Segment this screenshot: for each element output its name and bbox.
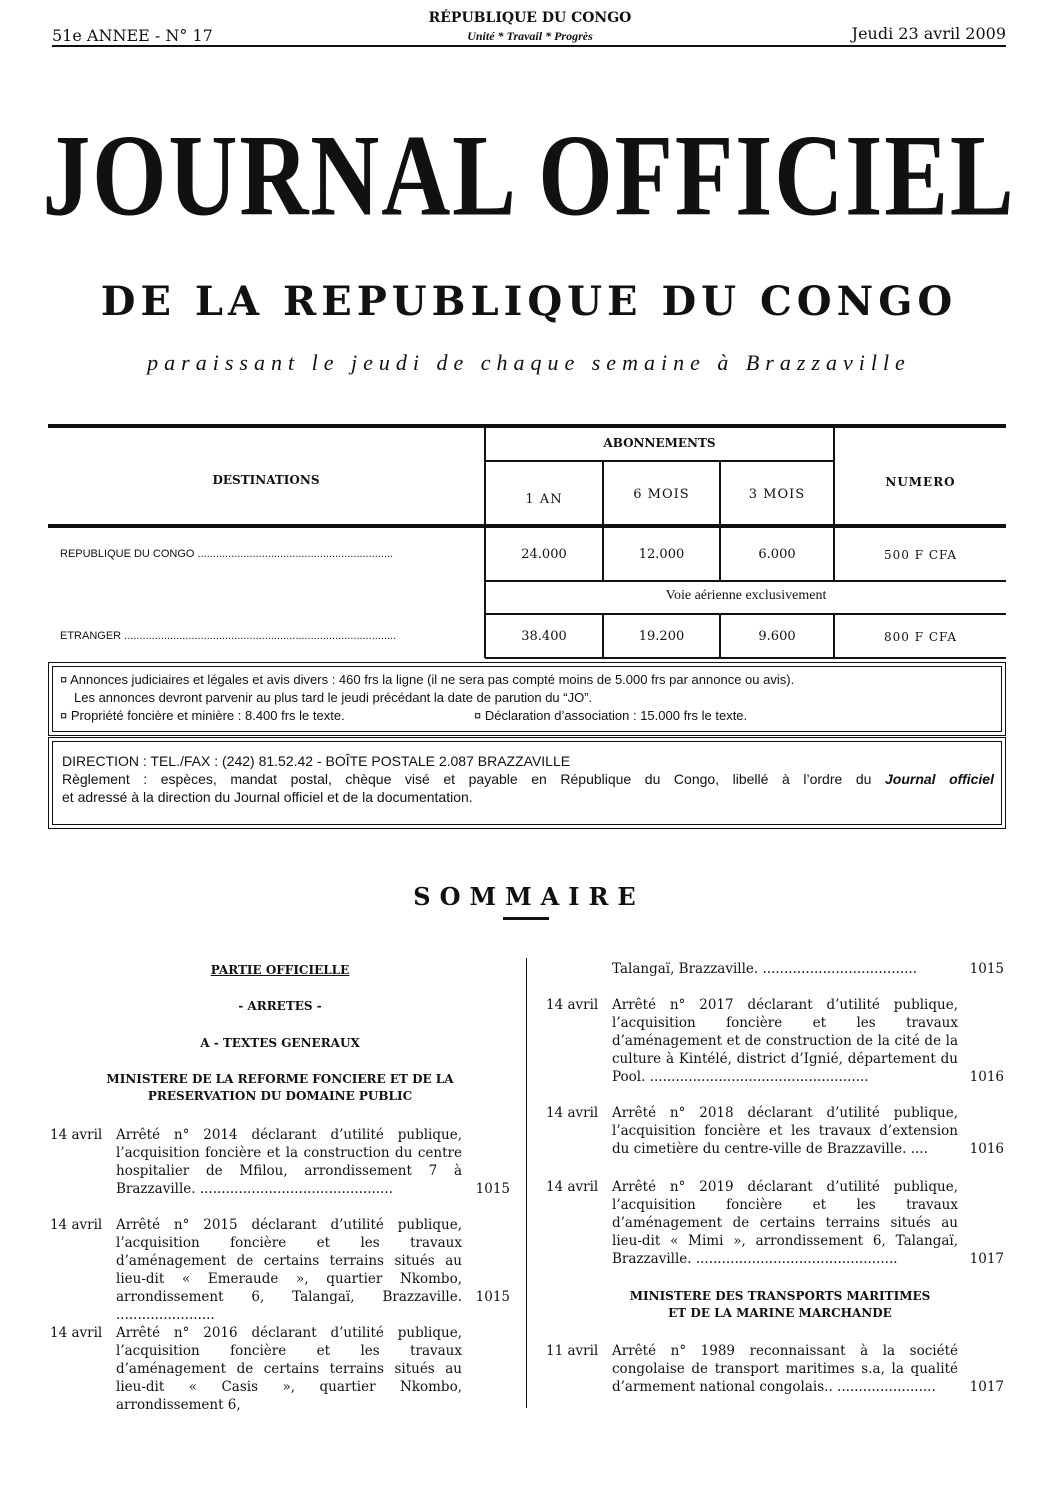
sommaire-entry-continued: [546, 960, 1004, 978]
journal-tagline: paraissant le jeudi de chaque semaine à Brazzaville: [147, 350, 911, 375]
annonces-text: [60, 671, 1000, 725]
entry-date: 14 avril: [546, 997, 599, 1013]
col-1an: 1 AN: [525, 492, 563, 507]
journal-title: JOURNAL OFFICIEL: [42, 111, 1016, 241]
table-top-rule: [48, 424, 1006, 428]
column-separator: [526, 958, 527, 1408]
entry-date: 11 avril: [546, 1343, 599, 1359]
price-congo-3mois: 6.000: [758, 547, 796, 562]
annonces-line2: Les annonces devront parvenir au plus tard le jeudi précédant la date de parution du “JO”.: [74, 690, 593, 705]
ministere-reforme-fonciere: MINISTERE DE LA REFORME FONCIERE ET DE LA PRESERVATION DU DOMAINE PUBLIC: [106, 1072, 454, 1103]
journal-officiel-ref: Journal officiel: [884, 771, 994, 787]
entry-text: Arrêté n° 1989 reconnaissant à la société congolaise de transport maritimes s.a, la qualité d’armement national congolais.. .......................: [612, 1343, 958, 1395]
price-congo-1an: 24.000: [521, 547, 567, 562]
entry-date: 14 avril: [50, 1217, 103, 1233]
direction-reglement: [62, 770, 994, 788]
sommaire-entry: [50, 1126, 510, 1198]
entry-page: 1016: [969, 1069, 1004, 1085]
entry-date: 14 avril: [546, 1179, 599, 1195]
voie-aerienne: Voie aérienne exclusivement: [665, 588, 827, 603]
col-destinations: DESTINATIONS: [212, 473, 320, 487]
entry-page: 1015: [969, 961, 1004, 977]
partie-officielle-label: PARTIE OFFICIELLE: [210, 963, 350, 977]
direction-adresse: et adressé à la direction du Journal officiel et de la documentation.: [62, 789, 473, 805]
row-congo-label: REPUBLIQUE DU CONGO ................................................................: [60, 548, 394, 560]
entry-text: Arrêté n° 2016 déclarant d’utilité publique, l’acquisition foncière et les travaux d’aménagement de certains terrains situés au lieu-dit « Casis », quartier Nkombo, arrondissement 6,: [116, 1325, 462, 1413]
declaration-association: ¤ Déclaration d’association : 15.000 frs le texte.: [474, 708, 748, 723]
reglement-text: Règlement : espèces, mandat postal, chèque visé et payable en République du Congo, libellé à l’ordre du: [62, 771, 885, 787]
entry-text: Arrêté n° 2017 déclarant d’utilité publique, l’acquisition foncière et les travaux d’aménagement et de construction de la cité de la culture à Kintélé, district d’Ignié, département du Pool. ...................................................: [612, 997, 958, 1085]
abonnements-rule: [485, 460, 834, 462]
sommaire-title: SOMMAIRE: [413, 882, 645, 911]
ministere-transports: [560, 1288, 1000, 1322]
col-abonnements: ABONNEMENTS: [603, 436, 716, 450]
arretes-heading: - ARRETES -: [238, 999, 322, 1013]
sommaire-entry: [50, 1324, 510, 1413]
entry-date: 14 avril: [50, 1325, 103, 1341]
partie-officielle: [50, 962, 510, 979]
entry-text: Arrêté n° 2019 déclarant d’utilité publique, l’acquisition foncière et les travaux d’aménagement de certains terrains situés au lieu-dit « Mimi », arrondissement 6, Talangaï, Brazzaville. ...............................................: [612, 1179, 958, 1267]
entry-date: 14 avril: [50, 1127, 103, 1143]
direction-contact: DIRECTION : TEL./FAX : (242) 81.52.42 - BOÎTE POSTALE 2.087 BRAZZAVILLE: [62, 753, 571, 769]
issue-number: 51e ANNEE - N° 17: [52, 26, 213, 45]
entry-page: 1016: [969, 1141, 1004, 1157]
entry-page: 1017: [969, 1251, 1004, 1267]
sommaire-entry: [546, 1104, 1004, 1158]
price-etranger-1an: 38.400: [521, 629, 567, 644]
journal-subtitle: DE LA REPUBLIQUE DU CONGO: [100, 278, 958, 325]
price-congo-numero: 500 F CFA: [884, 548, 957, 562]
sommaire-entry: [546, 1178, 1004, 1268]
ministere-transports-line2: ET DE LA MARINE MARCHANDE: [668, 1306, 892, 1320]
propriete-fonciere: ¤ Propriété foncière et minière : 8.400 frs le texte.: [60, 708, 345, 723]
sommaire-entry: [546, 1342, 1004, 1396]
header-center: [380, 10, 680, 44]
entry-text: Arrêté n° 2014 déclarant d’utilité publique, l’acquisition foncière et la construction du centre hospitalier de Mfilou, arrondissement 7 à Brazzaville. .............................................: [116, 1127, 462, 1197]
price-etranger-numero: 800 F CFA: [884, 630, 957, 644]
entry-page: 1017: [969, 1379, 1004, 1395]
col-numero: NUMERO: [885, 475, 956, 489]
table-vline: [484, 426, 486, 658]
textes-generaux: A - TEXTES GENERAUX: [200, 1036, 360, 1050]
header-rule: [52, 45, 1006, 47]
table-header-rule: [48, 524, 1006, 528]
motto: Unité * Travail * Progrès: [467, 29, 593, 43]
sommaire-underline: [503, 917, 549, 920]
entry-page: 1015: [475, 1181, 510, 1197]
issue-date: Jeudi 23 avril 2009: [851, 24, 1006, 43]
annonces-line3: [60, 707, 1000, 725]
sommaire-entry: [50, 1216, 510, 1323]
entry-text: Arrêté n° 2015 déclarant d’utilité publique, l’acquisition foncière et les travaux d’aménagement de certains terrains situés au lieu-dit « Emeraude », quartier Nkombo, arrondissement 6, Talangaï, Brazzaville. .......................: [116, 1217, 462, 1323]
republic-label: RÉPUBLIQUE DU CONGO: [428, 10, 632, 26]
direction-text: [62, 752, 994, 806]
table-bottom-rule: [485, 657, 1006, 659]
price-etranger-3mois: 9.600: [758, 629, 796, 644]
entry-page: 1015: [475, 1289, 510, 1305]
entry-text: Arrêté n° 2018 déclarant d’utilité publique, l’acquisition foncière et les travaux d’extension du cimetière du centre-ville de Brazzaville. ....: [612, 1105, 958, 1157]
price-etranger-6mois: 19.200: [638, 629, 685, 644]
ministere-transports-line1: MINISTERE DES TRANSPORTS MARITIMES: [629, 1289, 931, 1303]
row-etranger-label: ETRANGER .........................................................................................: [60, 630, 397, 642]
sommaire-entry: [546, 996, 1004, 1086]
entry-date: 14 avril: [546, 1105, 599, 1121]
col-3mois: 3 MOIS: [748, 487, 806, 502]
entry-text: Talangaï, Brazzaville. ....................................: [612, 961, 917, 977]
price-congo-6mois: 12.000: [638, 547, 685, 562]
col-6mois: 6 MOIS: [633, 487, 690, 502]
voie-rule: [485, 613, 1006, 615]
row1-rule: [485, 580, 1006, 582]
annonces-line1: ¤ Annonces judiciaires et légales et avis divers : 460 frs la ligne (il ne sera pas compté moins de 5.000 frs par annonce ou avis).: [60, 672, 795, 687]
